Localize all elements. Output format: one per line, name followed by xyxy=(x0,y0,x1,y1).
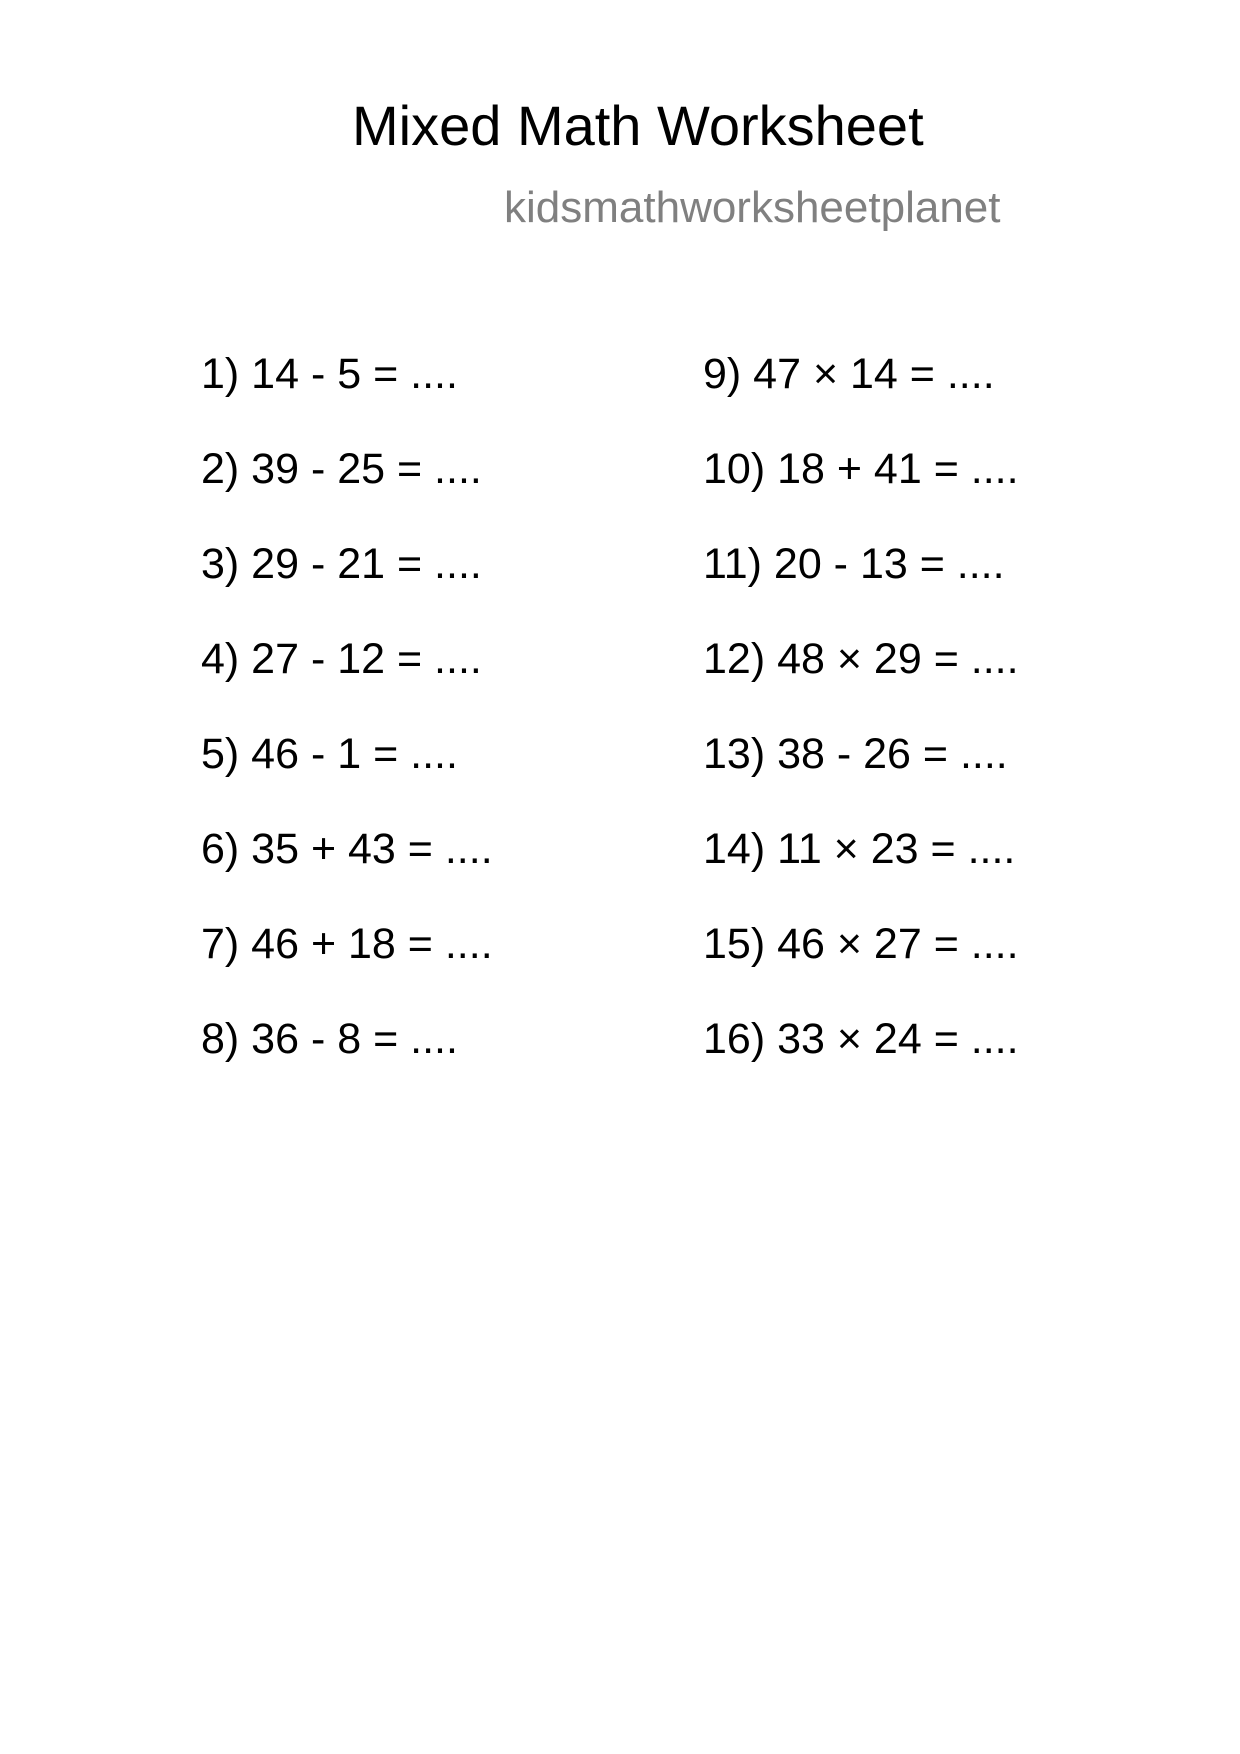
problem-item: 11) 20 - 13 = .... xyxy=(703,540,1005,588)
problem-item: 10) 18 + 41 = .... xyxy=(703,445,1019,493)
problems-column-left xyxy=(201,350,493,1113)
problems-column-right xyxy=(703,350,1019,1113)
problem-item: 4) 27 - 12 = .... xyxy=(201,635,482,683)
problem-item: 14) 11 × 23 = .... xyxy=(703,825,1016,873)
problem-item: 13) 38 - 26 = .... xyxy=(703,730,1008,778)
problem-item: 8) 36 - 8 = .... xyxy=(201,1015,458,1063)
problem-item: 16) 33 × 24 = .... xyxy=(703,1015,1019,1063)
problem-item: 1) 14 - 5 = .... xyxy=(201,350,458,398)
worksheet-title: Mixed Math Worksheet xyxy=(352,94,924,157)
worksheet-subtitle: kidsmathworksheetplanet xyxy=(504,183,1001,232)
problem-item: 3) 29 - 21 = .... xyxy=(201,540,482,588)
problem-item: 12) 48 × 29 = .... xyxy=(703,635,1019,683)
problem-item: 7) 46 + 18 = .... xyxy=(201,920,493,968)
problem-item: 15) 46 × 27 = .... xyxy=(703,920,1019,968)
problem-item: 2) 39 - 25 = .... xyxy=(201,445,482,493)
problem-item: 5) 46 - 1 = .... xyxy=(201,730,458,778)
problem-item: 6) 35 + 43 = .... xyxy=(201,825,493,873)
problem-item: 9) 47 × 14 = .... xyxy=(703,350,995,398)
